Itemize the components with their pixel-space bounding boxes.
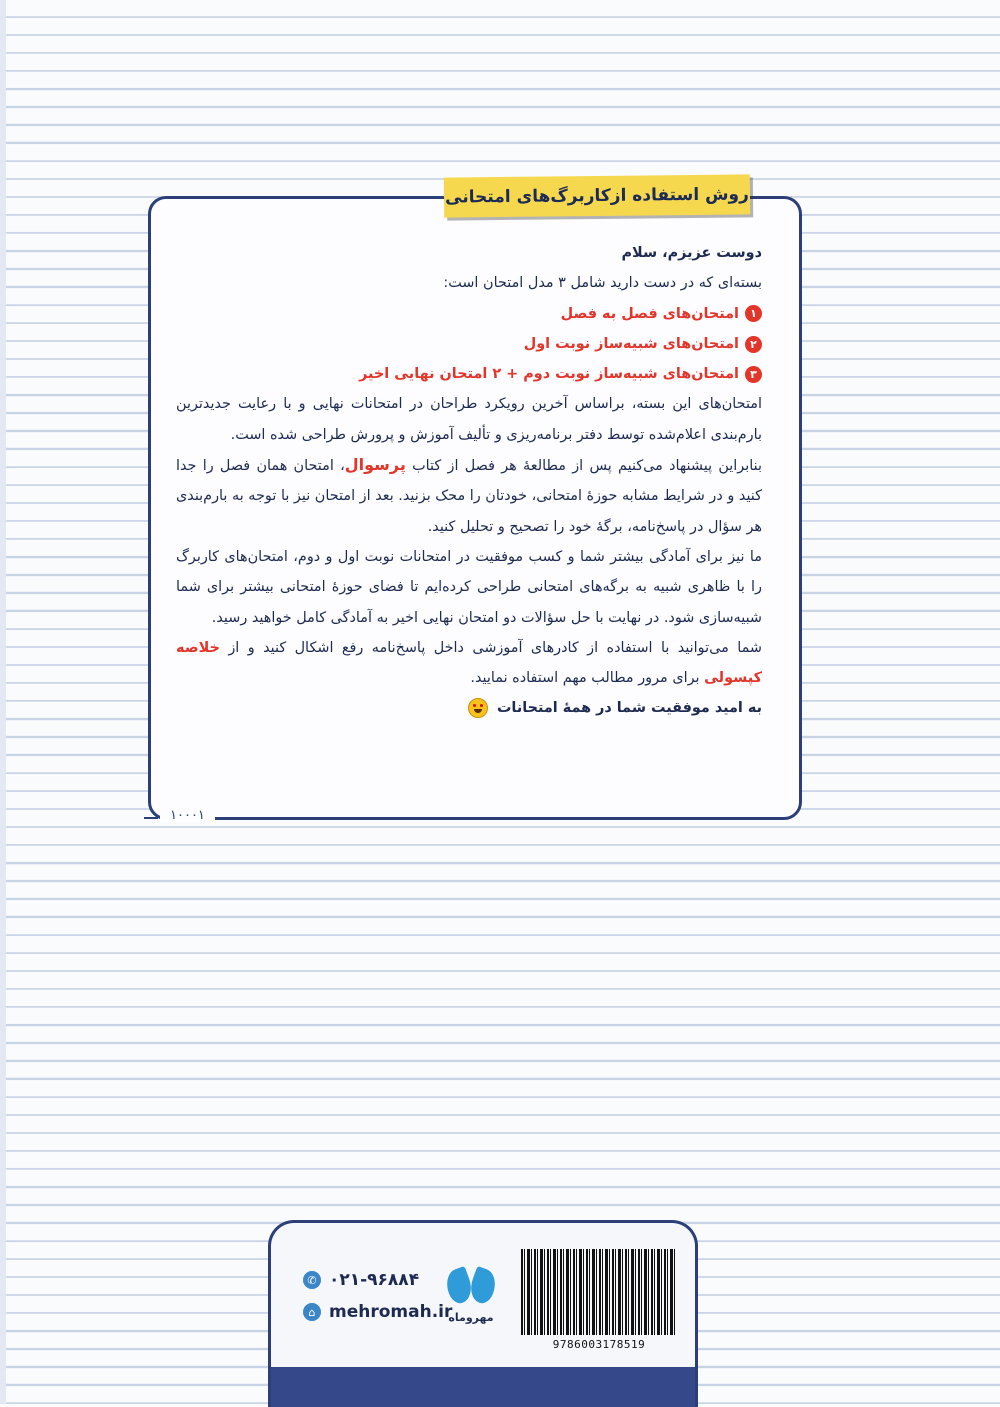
paragraph-4 — [176, 633, 762, 694]
paragraph-2-start: بنابراین پیشنهاد می‌کنیم پس از مطالعهٔ هر فصل از کتاب — [412, 458, 762, 475]
list-item-label: امتحان‌های فصل به فصل — [560, 305, 739, 322]
publisher-panel — [268, 1220, 698, 1407]
page-code: ۱۰۰۰۱ — [160, 808, 215, 823]
list-item — [176, 359, 762, 389]
list-item — [176, 329, 762, 359]
list-item — [176, 299, 762, 329]
home-icon: ⌂ — [303, 1303, 321, 1321]
paragraph-4-start: شما می‌توانید با استفاده از کادرهای آموزشی داخل پاسخ‌نامه رفع اشکال کنید و از — [228, 639, 762, 656]
instruction-text — [176, 238, 762, 724]
barcode-bars — [521, 1249, 677, 1335]
phone-number: ۰۲۱-۹۶۸۸۴ — [329, 1270, 420, 1290]
butterfly-logo-icon — [445, 1263, 497, 1309]
brand-name: پرسوال — [344, 455, 406, 475]
contact-info — [303, 1268, 452, 1332]
bottom-band — [271, 1367, 695, 1407]
paragraph-2-end: ، امتحان همان فصل را جدا کنید و در شرایط مشابه حوزهٔ امتحانی، خودتان را محک بزنید. بعد از امتحان نیز با توجه به بارم‌بندی هر سؤال در پاسخ‌نامه، برگهٔ خود را تصحیح و تحلیل کنید. — [176, 458, 762, 535]
list-item-label: امتحان‌های شبیه‌ساز نوبت اول — [523, 335, 739, 352]
paragraph-2 — [176, 450, 762, 542]
heart-eyes-emoji-icon — [468, 698, 488, 718]
phone-row — [303, 1268, 452, 1292]
website-link[interactable]: mehromah.ir — [329, 1302, 453, 1322]
capsule-summary-highlight: خلاصه کپسولی — [176, 639, 762, 687]
website-row — [303, 1300, 452, 1324]
closing-text: به امید موفقیت شما در همهٔ امتحانات — [496, 700, 762, 717]
phone-icon: ✆ — [303, 1271, 321, 1289]
list-item-label: امتحان‌های شبیه‌ساز نوبت دوم + ۲ امتحان نهایی اخیر — [359, 366, 739, 383]
barcode — [521, 1249, 677, 1351]
publisher-name: مهروماه — [448, 1311, 494, 1324]
number-badge: ۲ — [745, 336, 762, 353]
closing — [176, 693, 762, 723]
number-badge: ۳ — [745, 366, 762, 383]
publisher-logo — [439, 1263, 503, 1324]
number-badge: ۱ — [745, 305, 762, 322]
greeting: دوست عزیزم، سلام — [621, 245, 762, 261]
title-tag — [444, 174, 750, 217]
page-title: روش استفاده ازکاربرگ‌های امتحانی — [445, 184, 749, 208]
notebook-margin — [0, 0, 6, 1404]
isbn-number: 9786003178519 — [552, 1338, 646, 1351]
intro: بسته‌ای که در دست دارید شامل ۳ مدل امتحان است: — [443, 275, 762, 292]
paragraph-1: امتحان‌های این بسته، براساس آخرین رویکرد طراحان در امتحانات نهایی و با رعایت جدیدترین بارم‌بندی اعلام‌شده توسط دفتر برنامه‌ریزی و تألیف آموزش و پرورش طراحی شده است. — [176, 396, 762, 443]
paragraph-4-end: برای مرور مطالب مهم استفاده نمایید. — [470, 670, 700, 687]
paragraph-3: ما نیز برای آمادگی بیشتر شما و کسب موفقیت در امتحانات نوبت اول و دوم، امتحان‌های کاربرگ را با ظاهری شبیه به برگه‌های امتحانی طراحی کرده‌ایم تا فضای حوزهٔ امتحانی بیشتر برای شما شبیه‌سازی شود. در نهایت با حل سؤالات دو امتحان نهایی اخیر به آمادگی کامل خواهید رسید. — [176, 548, 762, 626]
